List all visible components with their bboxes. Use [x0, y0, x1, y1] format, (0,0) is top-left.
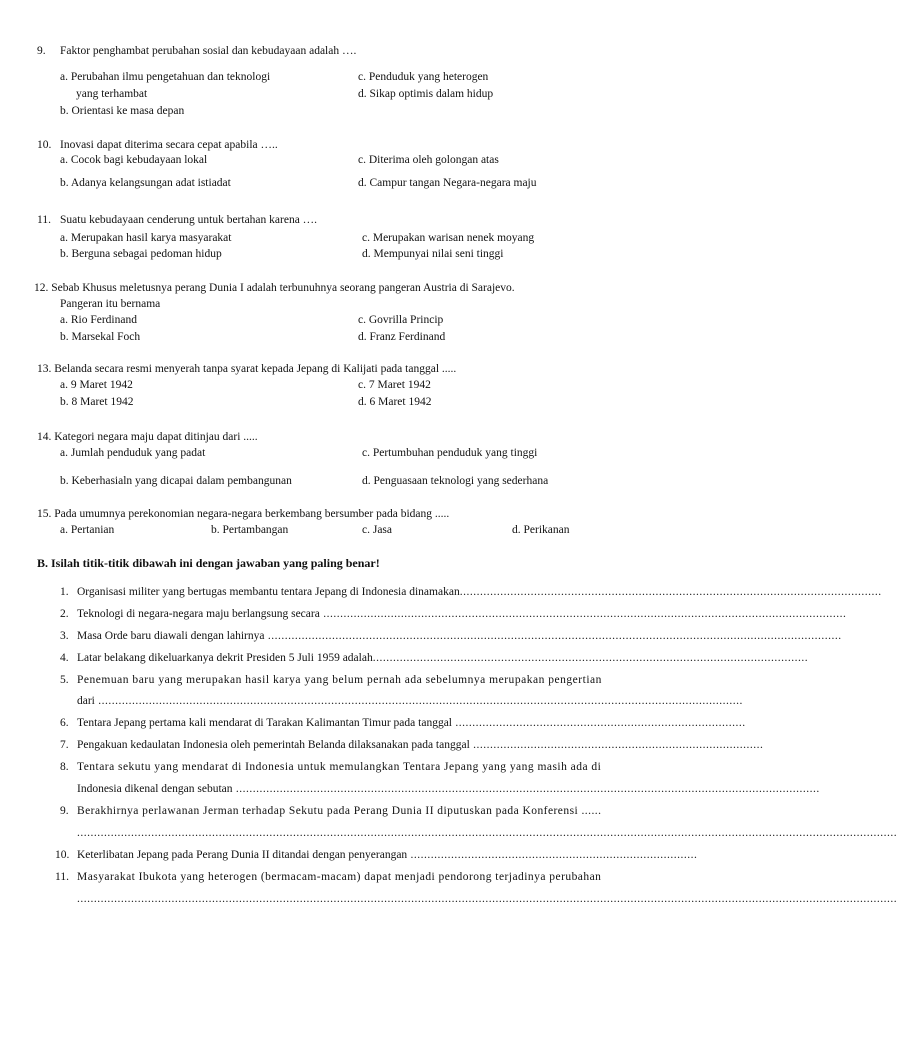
question-stem: 13. Belanda secara resmi menyerah tanpa syarat kepada Jepang di Kalijati pada tanggal ..... — [37, 363, 457, 375]
item-text: Tentara sekutu yang mendarat di Indonesia untuk memulangkan Tentara Jepang yang yang masih ada di — [77, 761, 602, 773]
option-a: a. Merupakan hasil karya masyarakat — [60, 232, 232, 244]
answer-blank[interactable]: ...................................................................................... — [469, 739, 764, 751]
option-a: a. Rio Ferdinand — [60, 314, 137, 326]
answer-blank[interactable]: ...................................................................................... — [452, 717, 746, 729]
option-c: c. Merupakan warisan nenek moyang — [362, 232, 535, 244]
item-number: 7. — [60, 739, 69, 751]
item-number: 3. — [60, 630, 69, 642]
item-text: Latar belakang dikeluarkanya dekrit Presiden 5 Juli 1959 adalah — [77, 652, 373, 664]
item-number: 10. — [55, 849, 70, 861]
item-text: Masyarakat Ibukota yang heterogen (bermacam-macam) dapat menjadi pendorong terjadinya perubahan — [77, 871, 602, 883]
answer-blank[interactable]: ........................................................................................................................................................... — [319, 608, 847, 620]
item-text: Organisasi militer yang bertugas membantu tentara Jepang di Indonesia dinamakan — [77, 586, 460, 598]
option-a: a. Cocok bagi kebudayaan lokal — [60, 154, 208, 166]
question-number: 11. — [37, 214, 51, 226]
answer-blank[interactable]: ................................................................................................................................................................................................................................................... — [77, 827, 897, 839]
item-number: 4. — [60, 652, 69, 664]
option-c: c. Pertumbuhan penduduk yang tinggi — [362, 447, 538, 459]
option-b: b. Adanya kelangsungan adat istiadat — [60, 177, 231, 189]
option-d: d. Sikap optimis dalam hidup — [358, 88, 494, 100]
option-c: c. Jasa — [362, 524, 393, 536]
question-stem: 12. Sebab Khusus meletusnya perang Dunia I adalah terbunuhnya seorang pangeran Austria di Sarajevo. — [34, 282, 515, 294]
option-a: a. Pertanian — [60, 524, 115, 536]
item-text: Keterlibatan Jepang pada Perang Dunia II ditandai dengan penyerangan — [77, 849, 408, 861]
item-text-continued: dari — [77, 695, 95, 707]
option-c: c. Diterima oleh golongan atas — [358, 154, 499, 166]
answer-blank[interactable]: .......................................................................................................................................................................... — [264, 630, 842, 642]
answer-blank[interactable]: ..................................................................................... — [407, 849, 698, 861]
item-text: Tentara Jepang pertama kali mendarat di Tarakan Kalimantan Timur pada tanggal — [77, 717, 452, 729]
option-a-continued: yang terhambat — [76, 88, 148, 100]
answer-blank[interactable]: ................................................................................................................................. — [372, 652, 809, 664]
option-a: a. Perubahan ilmu pengetahuan dan teknologi — [60, 71, 271, 83]
answer-blank[interactable]: ................................................................................................................................................................................................................................................... — [77, 893, 897, 905]
question-stem: Faktor penghambat perubahan sosial dan kebudayaan adalah …. — [60, 45, 357, 57]
option-c: c. Govrilla Princip — [358, 314, 444, 326]
answer-blank[interactable]: ............................................................................................................................................................................................... — [94, 695, 743, 707]
option-b: b. Berguna sebagai pedoman hidup — [60, 248, 222, 260]
item-number: 5. — [60, 674, 69, 686]
option-b: b. Marsekal Foch — [60, 331, 141, 343]
item-text: Masa Orde baru diawali dengan lahirnya — [77, 630, 265, 642]
option-c: c. 7 Maret 1942 — [358, 379, 431, 391]
question-stem-continued: Pangeran itu bernama — [60, 298, 161, 310]
option-b: b. Pertambangan — [211, 524, 289, 536]
answer-blank[interactable]: ............................................................................................................................. — [459, 586, 882, 598]
item-text: Pengakuan kedaulatan Indonesia oleh pemerintah Belanda dilaksanakan pada tanggal — [77, 739, 470, 751]
item-number: 11. — [55, 871, 69, 883]
item-text-continued: Indonesia dikenal dengan sebutan — [77, 783, 233, 795]
option-d: d. Franz Ferdinand — [358, 331, 446, 343]
option-d: d. 6 Maret 1942 — [358, 396, 432, 408]
question-stem: 15. Pada umumnya perekonomian negara-negara berkembang bersumber pada bidang ..... — [37, 508, 450, 520]
item-text: Teknologi di negara-negara maju berlangsung secara — [77, 608, 320, 620]
question-stem: 14. Kategori negara maju dapat ditinjau dari ..... — [37, 431, 258, 443]
option-b: b. 8 Maret 1942 — [60, 396, 134, 408]
item-text: Penemuan baru yang merupakan hasil karya yang belum pernah ada sebelumnya merupakan pengertian — [77, 674, 602, 686]
question-stem: Inovasi dapat diterima secara cepat apabila ….. — [60, 139, 278, 151]
answer-blank[interactable]: ............................................................................................................................................................................. — [232, 783, 820, 795]
item-number: 8. — [60, 761, 69, 773]
question-stem: Suatu kebudayaan cenderung untuk bertahan karena …. — [60, 214, 318, 226]
option-b: b. Orientasi ke masa depan — [60, 105, 185, 117]
item-number: 2. — [60, 608, 69, 620]
option-b: b. Keberhasialn yang dicapai dalam pembangunan — [60, 475, 292, 487]
section-b-heading: B. Isilah titik-titik dibawah ini dengan jawaban yang paling benar! — [37, 556, 380, 570]
question-number: 10. — [37, 139, 52, 151]
option-d: d. Penguasaan teknologi yang sederhana — [362, 475, 549, 487]
option-d: d. Mempunyai nilai seni tinggi — [362, 248, 504, 260]
item-number: 1. — [60, 586, 69, 598]
option-a: a. Jumlah penduduk yang padat — [60, 447, 206, 459]
question-number: 9. — [37, 45, 46, 57]
item-text: Berakhirnya perlawanan Jerman terhadap Sekutu pada Perang Dunia II diputuskan pada Konferensi ...... — [77, 805, 602, 817]
item-number: 6. — [60, 717, 69, 729]
item-number: 9. — [60, 805, 69, 817]
option-c: c. Penduduk yang heterogen — [358, 71, 489, 83]
option-d: d. Campur tangan Negara-negara maju — [358, 177, 537, 189]
option-d: d. Perikanan — [512, 524, 570, 536]
option-a: a. 9 Maret 1942 — [60, 379, 133, 391]
